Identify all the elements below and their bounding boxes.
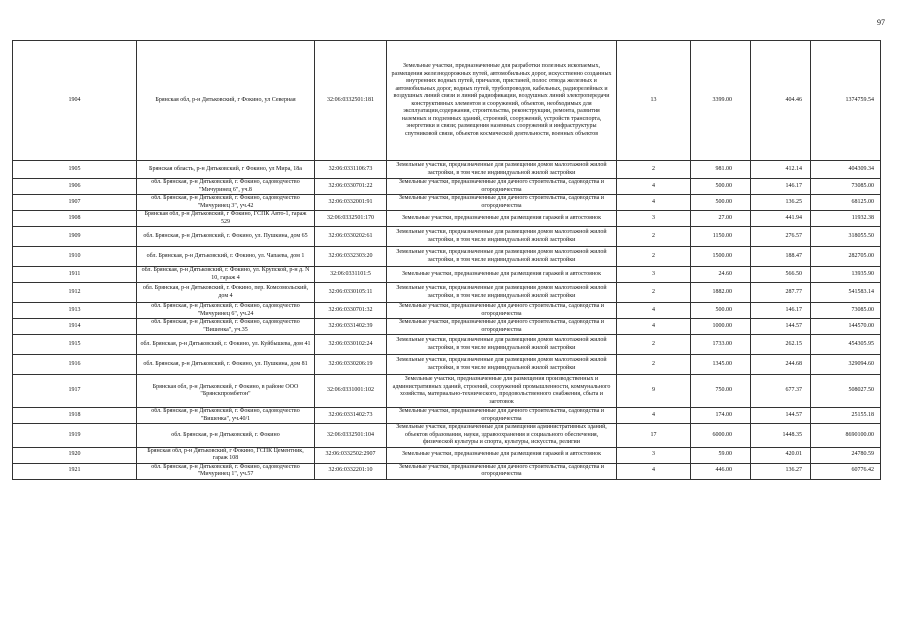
cadastral-number-cell: 32:06:0330105:11 <box>315 283 387 303</box>
land-use-cell: Земельные участки, предназначенные для размещения административных зданий, объектов образования, науки, здравоохранения и социального обеспечения, физической культуры и спорта, культуры, искусства, религии <box>387 424 617 448</box>
cadastral-number-cell: 32:06:0332303:20 <box>315 247 387 267</box>
area-cell: 1345.00 <box>691 355 751 375</box>
land-use-cell: Земельные участки, предназначенные для размещения домов малоэтажной жилой застройки, в том числе индивидуальной жилой застройки <box>387 283 617 303</box>
specific-value-cell: 146.17 <box>751 179 811 195</box>
specific-value-cell: 412.14 <box>751 161 811 179</box>
cadastral-number-cell: 32:06:0330206:19 <box>315 355 387 375</box>
cadastral-value-cell: 508027.50 <box>811 375 881 408</box>
cadastral-number-cell: 32:06:0330102:24 <box>315 335 387 355</box>
table-row <box>13 447 881 463</box>
group-code-cell: 2 <box>617 283 691 303</box>
cadastral-value-cell: 25155.18 <box>811 408 881 424</box>
row-number: 1905 <box>13 161 137 179</box>
group-code-cell: 3 <box>617 267 691 283</box>
table-row <box>13 408 881 424</box>
group-code-cell: 17 <box>617 424 691 448</box>
row-number: 1921 <box>13 463 137 479</box>
row-number: 1906 <box>13 179 137 195</box>
cadastral-number-cell: 32:06:0332201:10 <box>315 463 387 479</box>
row-number: 1910 <box>13 247 137 267</box>
land-use-cell: Земельные участки, предназначенные для дачного строительства, садоводства и огородничества <box>387 463 617 479</box>
table-row <box>13 267 881 283</box>
cadastral-value-cell: 318055.50 <box>811 227 881 247</box>
address-cell: Брянская обл, р-н Дятьковский, г Фокино, ГСПК Авто-1, гараж 529 <box>137 211 315 227</box>
group-code-cell: 4 <box>617 179 691 195</box>
specific-value-cell: 188.47 <box>751 247 811 267</box>
row-number: 1907 <box>13 195 137 211</box>
specific-value-cell: 404.46 <box>751 41 811 161</box>
group-code-cell: 3 <box>617 211 691 227</box>
address-cell: обл. Брянская, р-н Дятьковский, г. Фокино, ул. Куйбышева, дом 41 <box>137 335 315 355</box>
row-number: 1904 <box>13 41 137 161</box>
specific-value-cell: 136.25 <box>751 195 811 211</box>
cadastral-number-cell: 32:06:0331001:102 <box>315 375 387 408</box>
table-row <box>13 195 881 211</box>
cadastral-value-cell: 73085.00 <box>811 303 881 319</box>
group-code-cell: 2 <box>617 161 691 179</box>
specific-value-cell: 144.57 <box>751 408 811 424</box>
area-cell: 500.00 <box>691 179 751 195</box>
cadastral-number-cell: 32:06:0331101:5 <box>315 267 387 283</box>
table-row <box>13 335 881 355</box>
cadastral-number-cell: 32:06:0331106:73 <box>315 161 387 179</box>
cadastral-value-cell: 11932.38 <box>811 211 881 227</box>
cadastral-value-cell: 454305.95 <box>811 335 881 355</box>
area-cell: 1733.00 <box>691 335 751 355</box>
specific-value-cell: 276.57 <box>751 227 811 247</box>
cadastral-number-cell: 32:06:0330701:32 <box>315 303 387 319</box>
area-cell: 27.00 <box>691 211 751 227</box>
table-row <box>13 211 881 227</box>
row-number: 1909 <box>13 227 137 247</box>
area-cell: 3399.00 <box>691 41 751 161</box>
specific-value-cell: 262.15 <box>751 335 811 355</box>
group-code-cell: 4 <box>617 195 691 211</box>
address-cell: обл. Брянская, р-н Дятьковский, г. Фокино <box>137 424 315 448</box>
address-cell: обл. Брянская, р-н Дятьковский, г. Фокино, садоводчество "Мичуринец 1", уч.57 <box>137 463 315 479</box>
table-row <box>13 463 881 479</box>
cadastral-value-table <box>12 40 881 480</box>
land-use-cell: Земельные участки, предназначенные для размещения гаражей и автостоянок <box>387 447 617 463</box>
cadastral-value-cell: 8690100.00 <box>811 424 881 448</box>
group-code-cell: 3 <box>617 447 691 463</box>
land-use-cell: Земельные участки, предназначенные для размещения гаражей и автостоянок <box>387 267 617 283</box>
land-use-cell: Земельные участки, предназначенные для дачного строительства, садоводства и огородничества <box>387 408 617 424</box>
land-use-cell: Земельные участки, предназначенные для дачного строительства, садоводства и огородничества <box>387 195 617 211</box>
row-number: 1916 <box>13 355 137 375</box>
row-number: 1915 <box>13 335 137 355</box>
area-cell: 24.60 <box>691 267 751 283</box>
table-row <box>13 355 881 375</box>
cadastral-value-cell: 282705.00 <box>811 247 881 267</box>
land-use-cell: Земельные участки, предназначенные для разработки полезных ископаемых, размещения железнодорожных путей, автомобильных дорог, искусственно созданных внутренних водных путей, причалов, пристаней, полос отвода железных и автомобильных дорог, водных путей, трубопроводов, кабельных, радиорелейных и воздушных линий связи и линий радиофикации, воздушных линий электропередачи конструктивных элементов и сооружений, объектов, необходимых для эксплуатации,содержания, строительства, реконструкции, ремонта, развития наземных и подземных зданий, строений, сооружений, устройств транспорта, энергетики и связи; размещения наземных сооружений и инфраструктуры спутниковой связи, объектов космической деятельности, военных объектов <box>387 41 617 161</box>
area-cell: 59.00 <box>691 447 751 463</box>
row-number: 1917 <box>13 375 137 408</box>
area-cell: 174.00 <box>691 408 751 424</box>
specific-value-cell: 136.27 <box>751 463 811 479</box>
table-row <box>13 424 881 448</box>
cadastral-value-cell: 13935.90 <box>811 267 881 283</box>
page-number: 97 <box>877 18 885 27</box>
address-cell: обл. Брянская, р-н Дятьковский, г. Фокино, пер. Комсомольский, дом 4 <box>137 283 315 303</box>
specific-value-cell: 441.94 <box>751 211 811 227</box>
row-number: 1913 <box>13 303 137 319</box>
group-code-cell: 4 <box>617 319 691 335</box>
specific-value-cell: 420.01 <box>751 447 811 463</box>
row-number: 1918 <box>13 408 137 424</box>
address-cell: обл. Брянская, р-н Дятьковский, г. Фокино, садоводчество "Мичуринец 6", уч.8 <box>137 179 315 195</box>
row-number: 1908 <box>13 211 137 227</box>
group-code-cell: 2 <box>617 335 691 355</box>
cadastral-number-cell: 32:06:0332501:181 <box>315 41 387 161</box>
row-number: 1912 <box>13 283 137 303</box>
address-cell: обл. Брянская, р-н Дятьковский, г. Фокино, ул. Крупской, р-н д. N 10, гараж 4 <box>137 267 315 283</box>
table-row <box>13 247 881 267</box>
area-cell: 1150.00 <box>691 227 751 247</box>
address-cell: Брянская обл, р-н Дятьковский, г Фокино, ГСПК Цементник, гараж 108 <box>137 447 315 463</box>
cadastral-number-cell: 32:06:0332001:91 <box>315 195 387 211</box>
land-use-cell: Земельные участки, предназначенные для размещения гаражей и автостоянок <box>387 211 617 227</box>
group-code-cell: 4 <box>617 408 691 424</box>
area-cell: 446.00 <box>691 463 751 479</box>
area-cell: 500.00 <box>691 195 751 211</box>
specific-value-cell: 677.37 <box>751 375 811 408</box>
group-code-cell: 9 <box>617 375 691 408</box>
table-row <box>13 227 881 247</box>
table-row <box>13 303 881 319</box>
cadastral-number-cell: 32:06:0330701:22 <box>315 179 387 195</box>
row-number: 1914 <box>13 319 137 335</box>
cadastral-value-cell: 329094.60 <box>811 355 881 375</box>
cadastral-number-cell: 32:06:0331402:39 <box>315 319 387 335</box>
address-cell: Брянская обл, р-н Дятьковский, г Фокино, в районе ООО "Брянскпромбетон" <box>137 375 315 408</box>
land-use-cell: Земельные участки, предназначенные для дачного строительства, садоводства и огородничества <box>387 319 617 335</box>
table-row <box>13 283 881 303</box>
cadastral-number-cell: 32:06:0330202:61 <box>315 227 387 247</box>
specific-value-cell: 146.17 <box>751 303 811 319</box>
group-code-cell: 4 <box>617 303 691 319</box>
cadastral-value-cell: 73085.00 <box>811 179 881 195</box>
cadastral-value-cell: 1374759.54 <box>811 41 881 161</box>
specific-value-cell: 287.77 <box>751 283 811 303</box>
land-use-cell: Земельные участки, предназначенные для дачного строительства, садоводства и огородничества <box>387 179 617 195</box>
cadastral-value-cell: 144570.00 <box>811 319 881 335</box>
specific-value-cell: 1448.35 <box>751 424 811 448</box>
address-cell: обл. Брянская, р-н Дятьковский, г. Фокино, ул. Чапаева, дом 1 <box>137 247 315 267</box>
table-row <box>13 179 881 195</box>
address-cell: обл. Брянская, р-н Дятьковский, г. Фокино, ул. Пушкина, дом 81 <box>137 355 315 375</box>
address-cell: обл. Брянская, р-н Дятьковский, г. Фокино, садоводчество "Мичуринец 3", уч.42 <box>137 195 315 211</box>
specific-value-cell: 144.57 <box>751 319 811 335</box>
area-cell: 981.00 <box>691 161 751 179</box>
table-row <box>13 161 881 179</box>
land-use-cell: Земельные участки, предназначенные для размещения домов малоэтажной жилой застройки, в том числе индивидуальной жилой застройки <box>387 227 617 247</box>
table-row <box>13 319 881 335</box>
group-code-cell: 2 <box>617 227 691 247</box>
cadastral-number-cell: 32:06:0331402:73 <box>315 408 387 424</box>
cadastral-number-cell: 32:06:0332501:104 <box>315 424 387 448</box>
table-row <box>13 375 881 408</box>
row-number: 1919 <box>13 424 137 448</box>
area-cell: 1500.00 <box>691 247 751 267</box>
group-code-cell: 4 <box>617 463 691 479</box>
area-cell: 1882.00 <box>691 283 751 303</box>
specific-value-cell: 244.68 <box>751 355 811 375</box>
land-use-cell: Земельные участки, предназначенные для дачного строительства, садоводства и огородничества <box>387 303 617 319</box>
specific-value-cell: 566.50 <box>751 267 811 283</box>
group-code-cell: 2 <box>617 355 691 375</box>
land-use-cell: Земельные участки, предназначенные для размещения домов малоэтажной жилой застройки, в том числе индивидуальной жилой застройки <box>387 335 617 355</box>
land-use-cell: Земельные участки, предназначенные для размещения домов малоэтажной жилой застройки, в том числе индивидуальной жилой застройки <box>387 247 617 267</box>
area-cell: 1000.00 <box>691 319 751 335</box>
address-cell: Брянская область, р-н Дятьковский, г Фокино, ул Мира, 18а <box>137 161 315 179</box>
cadastral-number-cell: 32:06:0332502:2907 <box>315 447 387 463</box>
cadastral-value-cell: 541583.14 <box>811 283 881 303</box>
address-cell: обл. Брянская, р-н Дятьковский, г. Фокино, садоводчество "Вишенка", уч.40/1 <box>137 408 315 424</box>
group-code-cell: 2 <box>617 247 691 267</box>
cadastral-value-cell: 68125.00 <box>811 195 881 211</box>
area-cell: 6000.00 <box>691 424 751 448</box>
address-cell: обл. Брянская, р-н Дятьковский, г. Фокино, ул. Пушкина, дом 65 <box>137 227 315 247</box>
area-cell: 500.00 <box>691 303 751 319</box>
land-use-cell: Земельные участки, предназначенные для размещения домов малоэтажной жилой застройки, в том числе индивидуальной жилой застройки <box>387 355 617 375</box>
land-use-cell: Земельные участки, предназначенные для размещения производственных и административных зданий, строений, сооружений промышленности, коммунального хозяйства, материально-технического, продовольственного снабжения, сбыта и заготовок <box>387 375 617 408</box>
table-row <box>13 41 881 161</box>
address-cell: обл. Брянская, р-н Дятьковский, г. Фокино, садоводчество "Мичуринец 6", уч.24 <box>137 303 315 319</box>
area-cell: 750.00 <box>691 375 751 408</box>
row-number: 1911 <box>13 267 137 283</box>
address-cell: Брянская обл, р-н Дятьковский, г Фокино, ул Северная <box>137 41 315 161</box>
cadastral-value-cell: 60776.42 <box>811 463 881 479</box>
land-use-cell: Земельные участки, предназначенные для размещения домов малоэтажной жилой застройки, в том числе индивидуальной жилой застройки <box>387 161 617 179</box>
group-code-cell: 13 <box>617 41 691 161</box>
cadastral-value-cell: 24780.59 <box>811 447 881 463</box>
address-cell: обл. Брянская, р-н Дятьковский, г. Фокино, садоводчество "Вишенка", уч.35 <box>137 319 315 335</box>
row-number: 1920 <box>13 447 137 463</box>
cadastral-value-cell: 404309.34 <box>811 161 881 179</box>
cadastral-number-cell: 32:06:0332501:170 <box>315 211 387 227</box>
